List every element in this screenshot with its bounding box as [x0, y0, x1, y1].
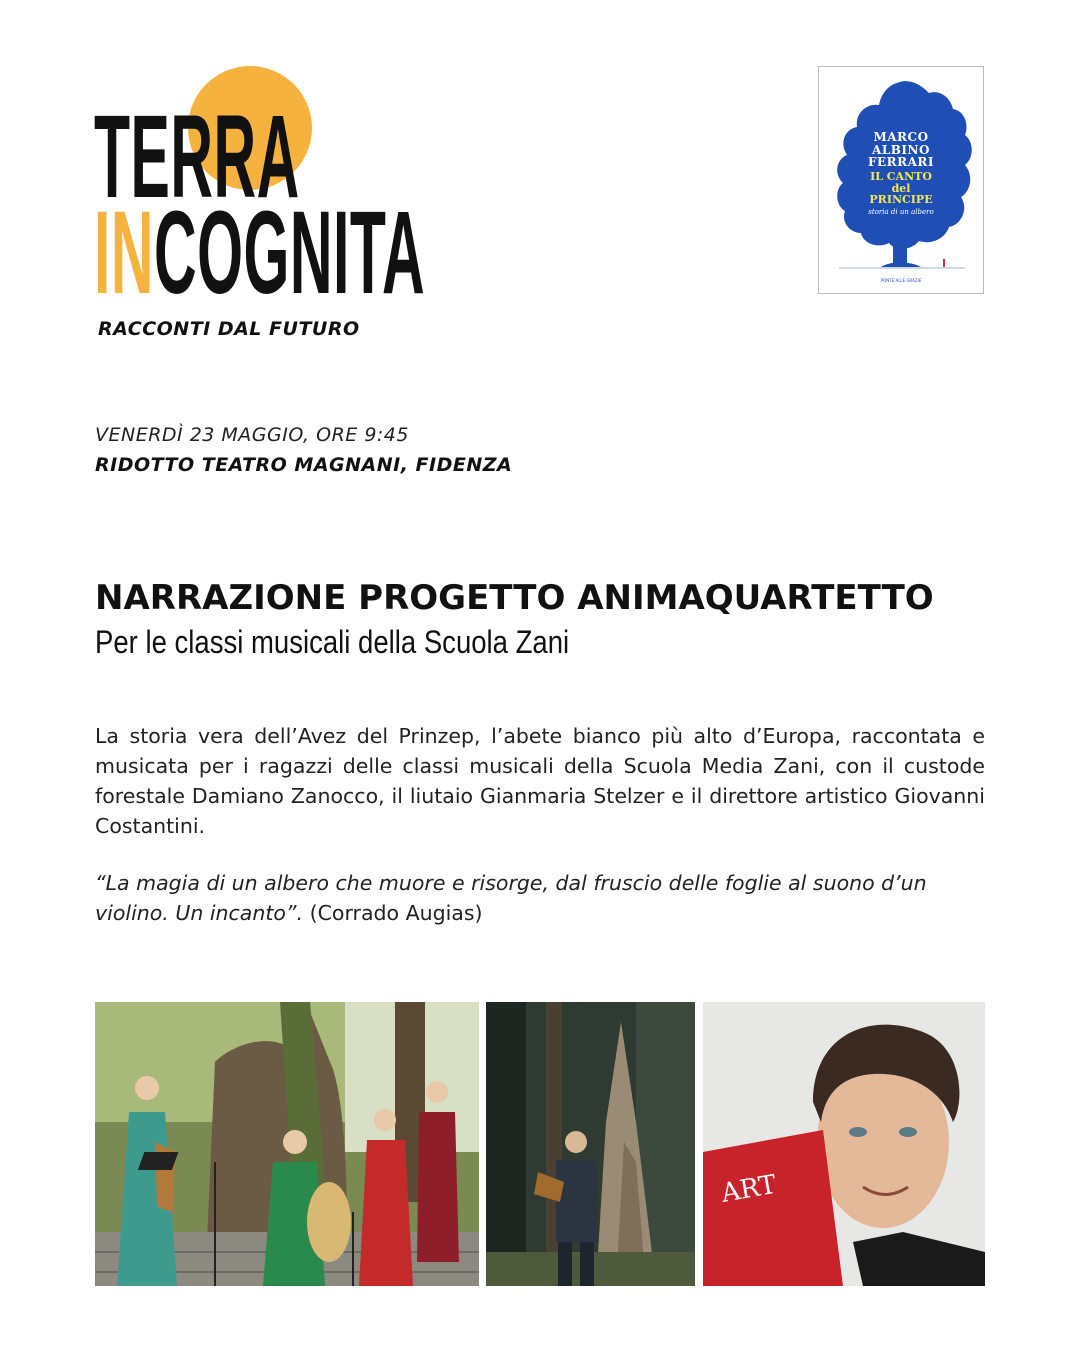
logo-line-incognita	[94, 187, 426, 319]
book-author-line: FERRARI	[867, 155, 934, 170]
photo-portrait-with-score	[703, 1002, 985, 1286]
book-author-line: MARCO	[873, 130, 929, 144]
book-author-line: ALBINO	[872, 142, 930, 157]
book-title-line: PRINCIPE	[869, 193, 933, 207]
book-title-line: del	[891, 181, 911, 195]
terra-incognita-logo	[94, 66, 426, 319]
event-date: VENERDÌ 23 MAGGIO, ORE 9:45	[95, 424, 409, 446]
book-publisher: PONTE ALLE GRAZIE	[880, 278, 922, 283]
photo-man-with-violin-by-trunk	[486, 1002, 695, 1286]
score-text: ART	[719, 1169, 779, 1209]
event-subtitle: Per le classi musicali della Scuola Zani	[95, 624, 570, 660]
logo-line-terra: TERRA	[94, 91, 300, 223]
event-quote	[95, 868, 987, 928]
logo-accent-in: IN	[94, 187, 154, 319]
event-venue: RIDOTTO TEATRO MAGNANI, FIDENZA	[95, 454, 513, 476]
book-author	[819, 131, 983, 169]
photo-quartet-in-forest	[95, 1002, 479, 1286]
event-description: La storia vera dell’Avez del Prinzep, l’abete bianco più alto d’Europa, raccontata e musicata per i ragazzi delle classi musicali della Scuola Media Zani, con il custode forestale Damiano Zanocco, il liutaio Gianmaria Stelzer e il direttore artistico Giovanni Costantini.	[95, 724, 985, 838]
book-subtitle: storia di un albero	[868, 208, 934, 216]
book-cover	[818, 66, 984, 294]
logo-rest-cognita: COGNITA	[154, 187, 426, 319]
book-title	[819, 171, 983, 206]
quote-author: (Corrado Augias)	[303, 901, 483, 925]
book-title-line: IL CANTO	[870, 170, 932, 183]
event-title: NARRAZIONE PROGETTO ANIMAQUARTETTO	[95, 578, 934, 618]
quote-text: “La magia di un albero che muore e risorge, dal fruscio delle foglie al suono d’un violino. Un incanto”.	[95, 871, 927, 925]
logo-subtitle: RACCONTI DAL FUTURO	[98, 318, 360, 340]
